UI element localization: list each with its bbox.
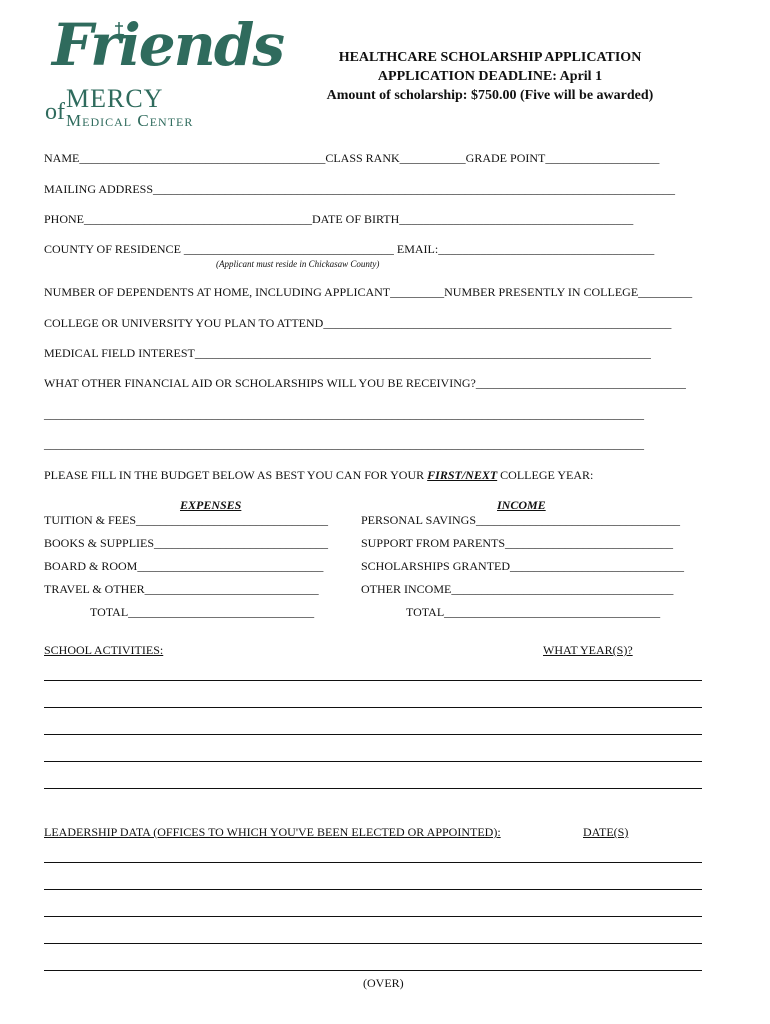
leadership-line[interactable]	[44, 889, 702, 890]
dependents-field[interactable]: NUMBER OF DEPENDENTS AT HOME, INCLUDING APPLICANT_________NUMBER PRESENTLY IN COLLEGE_________	[44, 285, 693, 299]
county-email-field[interactable]: COUNTY OF RESIDENCE ___________________________________ EMAIL:____________________________________	[44, 242, 655, 256]
mailing-address-field[interactable]: MAILING ADDRESS_______________________________________________________________________________________	[44, 182, 676, 196]
leadership-label: LEADERSHIP DATA (OFFICES TO WHICH YOU'VE BEEN ELECTED OR APPOINTED):	[44, 825, 501, 839]
logo-word-friends: Friends	[52, 11, 284, 79]
logo-word-mercy: MERCY	[66, 84, 164, 113]
budget-intro-emphasis: FIRST/NEXT	[427, 468, 498, 482]
financial-aid-line-2[interactable]: ____________________________________________________________________________________________________	[44, 437, 644, 451]
activity-line[interactable]	[44, 761, 702, 762]
income-scholarships-field[interactable]: SCHOLARSHIPS GRANTED_____________________________	[361, 559, 685, 573]
county-note: (Applicant must reside in Chickasaw County)	[216, 259, 380, 269]
phone-dob-field[interactable]: PHONE______________________________________DATE OF BIRTH_______________________________________	[44, 212, 634, 226]
activity-line[interactable]	[44, 707, 702, 708]
budget-intro	[44, 468, 593, 483]
application-deadline: APPLICATION DEADLINE: April 1	[377, 69, 603, 84]
leadership-line[interactable]	[44, 943, 702, 944]
name-class-grade-field[interactable]: NAME_________________________________________CLASS RANK___________GRADE POINT___________________	[44, 151, 660, 165]
financial-aid-line-1[interactable]: ____________________________________________________________________________________________________	[44, 407, 644, 421]
friends-of-mercy-logo	[42, 11, 284, 132]
activities-year-label: WHAT YEAR(S)?	[543, 643, 633, 657]
school-activities-label: SCHOOL ACTIVITIES:	[44, 643, 164, 657]
leadership-date-label: DATE(S)	[583, 825, 629, 839]
activity-line[interactable]	[44, 788, 702, 789]
income-heading: INCOME	[497, 498, 546, 512]
expense-tuition-field[interactable]: TUITION & FEES________________________________	[44, 513, 328, 527]
expenses-heading: EXPENSES	[180, 498, 242, 512]
income-parents-field[interactable]: SUPPORT FROM PARENTS____________________________	[361, 536, 674, 550]
form-title: HEALTHCARE SCHOLARSHIP APPLICATION	[338, 50, 642, 65]
activity-line[interactable]	[44, 680, 702, 681]
leadership-line[interactable]	[44, 970, 702, 971]
income-savings-field[interactable]: PERSONAL SAVINGS__________________________________	[361, 513, 681, 527]
budget-intro-end: COLLEGE YEAR:	[497, 468, 594, 482]
college-field[interactable]: COLLEGE OR UNIVERSITY YOU PLAN TO ATTEND__________________________________________________________	[44, 316, 672, 330]
income-other-field[interactable]: OTHER INCOME_____________________________________	[361, 582, 674, 596]
expense-travel-field[interactable]: TRAVEL & OTHER_____________________________	[44, 582, 319, 596]
leadership-line[interactable]	[44, 916, 702, 917]
financial-aid-field[interactable]: WHAT OTHER FINANCIAL AID OR SCHOLARSHIPS WILL YOU BE RECEIVING?___________________________________	[44, 376, 686, 390]
leadership-line[interactable]	[44, 862, 702, 863]
activity-line[interactable]	[44, 734, 702, 735]
income-total-field[interactable]: TOTAL____________________________________	[406, 605, 661, 619]
budget-intro-text: PLEASE FILL IN THE BUDGET BELOW AS BEST YOU CAN FOR YOUR	[44, 468, 428, 482]
logo-word-medical-center: Medical Center	[66, 111, 194, 130]
scholarship-amount: Amount of scholarship: $750.00 (Five will be awarded)	[326, 88, 654, 103]
over-indicator: (OVER)	[363, 976, 404, 990]
expense-total-field[interactable]: TOTAL_______________________________	[90, 605, 315, 619]
logo-word-of: of	[45, 99, 65, 125]
expense-board-field[interactable]: BOARD & ROOM_______________________________	[44, 559, 324, 573]
form-header	[290, 48, 690, 105]
medical-interest-field[interactable]: MEDICAL FIELD INTEREST____________________________________________________________________________	[44, 346, 651, 360]
expense-books-field[interactable]: BOOKS & SUPPLIES_____________________________	[44, 536, 329, 550]
